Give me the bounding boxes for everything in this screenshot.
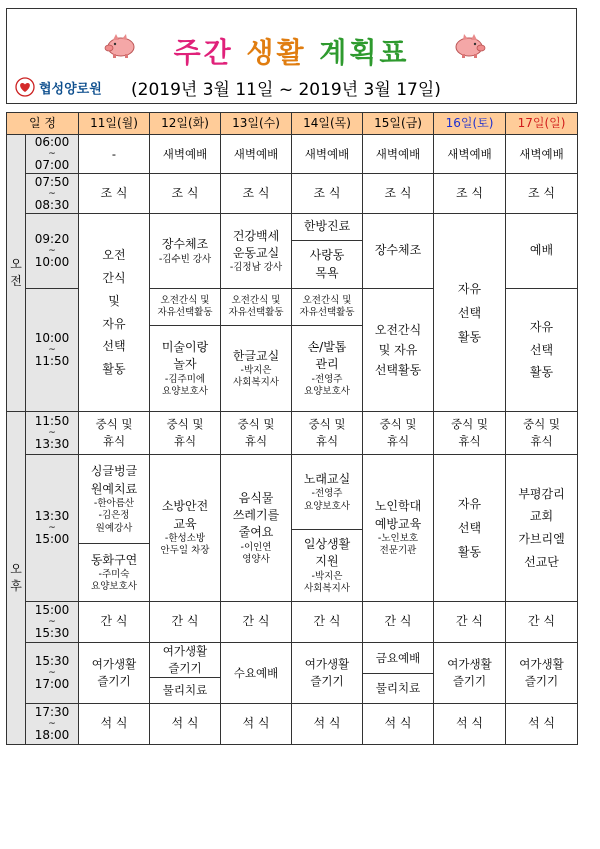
schedule-table (6, 112, 578, 745)
period-afternoon: 오 후 (7, 412, 26, 745)
time-slot: 13:30 ~ 15:00 (26, 455, 79, 602)
cell: 조 식 (292, 174, 363, 214)
cell: 새벽예배 (292, 135, 363, 174)
heart-logo-icon (15, 77, 35, 97)
cell: 간 식 (150, 602, 221, 643)
cell: 자유 선택 활동 (506, 289, 578, 412)
cell: 부평감리 교회 가브리엘 선교단 (506, 455, 578, 602)
day-header-thu: 14일(목) (292, 113, 363, 135)
schedule-page (6, 8, 577, 745)
table-row (7, 455, 578, 602)
cell: 석 식 (292, 704, 363, 745)
table-row (7, 704, 578, 745)
cell: 조 식 (506, 174, 578, 214)
cell: 싱글벙글 원예치료 -한아름산 -김은정 원예강사 동화구연 -주미숙 요양보호사 (79, 455, 150, 602)
cell: 중식 및 휴식 (150, 412, 221, 455)
cell: 장수체조 -김수빈 강사 (150, 214, 221, 289)
cell: 금요예배 물리치료 (363, 643, 434, 704)
page-title (7, 31, 576, 71)
time-slot: 15:00 ~ 15:30 (26, 602, 79, 643)
cell: 새벽예배 (363, 135, 434, 174)
cell: 오전간식 및 자유선택활동 미술이랑 놀자 -김주미에 요양보호사 (150, 289, 221, 412)
day-header-wed: 13일(수) (221, 113, 292, 135)
table-row (7, 643, 578, 704)
pig-icon (453, 33, 487, 59)
cell: 새벽예배 (150, 135, 221, 174)
day-header-sat: 16일(토) (434, 113, 506, 135)
cell: 간 식 (363, 602, 434, 643)
cell: 오전간식 및 자유 선택활동 (363, 289, 434, 412)
cell: 중식 및 휴식 (363, 412, 434, 455)
cell: 석 식 (506, 704, 578, 745)
table-row (7, 214, 578, 289)
table-row (7, 412, 578, 455)
title-block (6, 8, 577, 104)
cell: 음식물 쓰레기를 줄여요 -이인연 영양사 (221, 455, 292, 602)
time-slot: 07:50 ~ 08:30 (26, 174, 79, 214)
cell: 중식 및 휴식 (292, 412, 363, 455)
date-range: (2019년 3월 11일 ~ 2019년 3월 17일) (131, 80, 441, 100)
time-slot: 17:30 ~ 18:00 (26, 704, 79, 745)
time-slot: 06:00 ~ 07:00 (26, 135, 79, 174)
title-part-3: 계획표 (319, 36, 410, 69)
cell: 간 식 (506, 602, 578, 643)
table-row (7, 602, 578, 643)
cell: 새벽예배 (434, 135, 506, 174)
cell: 간 식 (221, 602, 292, 643)
day-header-mon: 11일(월) (79, 113, 150, 135)
cell: 자유 선택 활동 (434, 214, 506, 412)
cell: 여가생활 즐기기 (506, 643, 578, 704)
cell: 조 식 (363, 174, 434, 214)
cell: 여가생활 즐기기 물리치료 (150, 643, 221, 704)
cell: 오전간식 및 자유선택활동 한글교실 -박지은 사회복지사 (221, 289, 292, 412)
cell: 여가생활 즐기기 (79, 643, 150, 704)
cell: 석 식 (150, 704, 221, 745)
organization-name: 협성양로원 (39, 81, 102, 97)
cell: 석 식 (221, 704, 292, 745)
cell: 오전간식 및 자유선택활동 손/발톱 관리 -전영주 요양보호사 (292, 289, 363, 412)
cell: 조 식 (221, 174, 292, 214)
title-part-2: 생활 (246, 36, 307, 69)
time-slot: 09:20 ~ 10:00 (26, 214, 79, 289)
cell: 간 식 (434, 602, 506, 643)
day-header-sun: 17일(일) (506, 113, 578, 135)
cell: 자유 선택 활동 (434, 455, 506, 602)
cell: 중식 및 휴식 (506, 412, 578, 455)
cell: 조 식 (79, 174, 150, 214)
cell: 석 식 (434, 704, 506, 745)
cell: 오전 간식 및 자유 선택 활동 (79, 214, 150, 412)
cell: 간 식 (79, 602, 150, 643)
organization (15, 77, 102, 97)
time-slot: 11:50 ~ 13:30 (26, 412, 79, 455)
day-header-tue: 12일(화) (150, 113, 221, 135)
cell: 수요예배 (221, 643, 292, 704)
cell: 노래교실 -전영주 요양보호사 일상생활 지원 -박지은 사회복지사 (292, 455, 363, 602)
schedule-header: 일 정 (7, 113, 79, 135)
day-header-fri: 15일(금) (363, 113, 434, 135)
title-part-1: 주간 (173, 36, 234, 69)
cell: 중식 및 휴식 (221, 412, 292, 455)
cell: 중식 및 휴식 (434, 412, 506, 455)
time-slot: 15:30 ~ 17:00 (26, 643, 79, 704)
table-row (7, 174, 578, 214)
cell: 간 식 (292, 602, 363, 643)
cell: 장수체조 (363, 214, 434, 289)
cell: 조 식 (150, 174, 221, 214)
cell: 소방안전 교육 -한성소방 안두일 차장 (150, 455, 221, 602)
cell: 석 식 (79, 704, 150, 745)
cell: 한방진료 사랑동 목욕 (292, 214, 363, 289)
cell: - (79, 135, 150, 174)
cell: 석 식 (363, 704, 434, 745)
cell: 여가생활 즐기기 (292, 643, 363, 704)
header-row (7, 113, 578, 135)
cell: 예배 (506, 214, 578, 289)
cell: 여가생활 즐기기 (434, 643, 506, 704)
cell: 조 식 (434, 174, 506, 214)
cell: 건강백세 운동교실 -김정남 강사 (221, 214, 292, 289)
table-row (7, 135, 578, 174)
period-morning: 오 전 (7, 135, 26, 412)
cell: 새벽예배 (221, 135, 292, 174)
cell: 새벽예배 (506, 135, 578, 174)
cell: 노인학대 예방교육 -노인보호 전문기관 (363, 455, 434, 602)
cell: 중식 및 휴식 (79, 412, 150, 455)
time-slot: 10:00 ~ 11:50 (26, 289, 79, 412)
